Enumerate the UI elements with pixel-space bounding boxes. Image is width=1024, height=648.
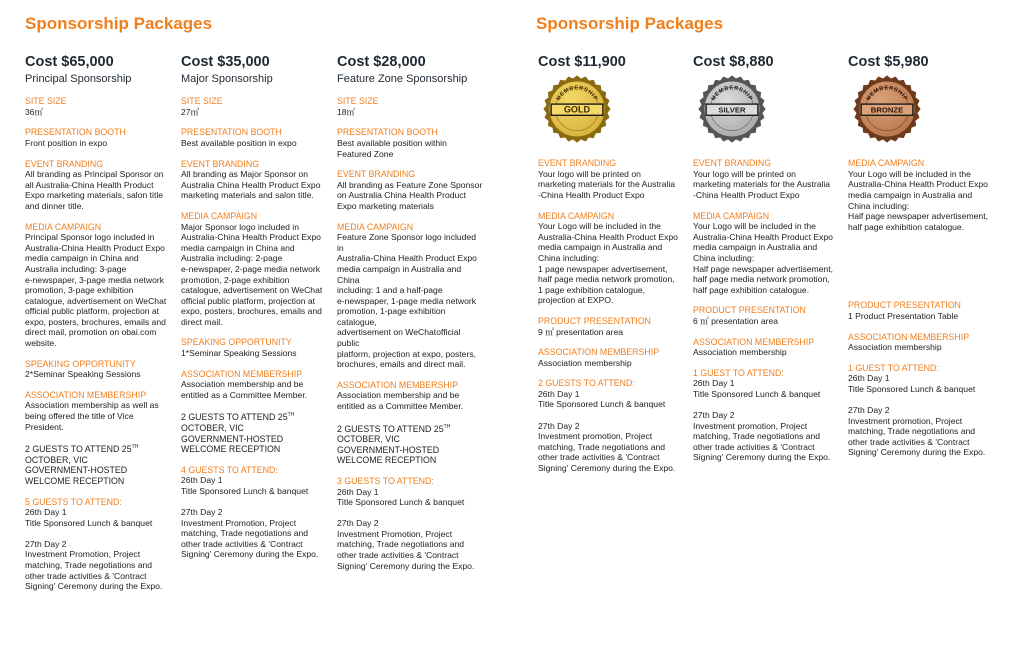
section-heading: 2 GUESTS TO ATTEND: (538, 378, 635, 389)
section-text: Association membership (693, 347, 787, 358)
badge-ring-text: MEMBERSHIP (555, 84, 599, 102)
section-text: 2 GUESTS TO ATTEND 25TH OCTOBER, VIC GOVERNMENT-HOSTED WELCOME RECEPTION (25, 444, 139, 486)
package-section (25, 390, 173, 432)
section-text: 1*Seminar Speaking Sessions (181, 348, 297, 359)
section-text: Association membership and be entitled as a Committee Member. (181, 379, 308, 400)
badge-ring-text: MEMBERSHIP (865, 84, 909, 102)
section-text: Best available position in expo (181, 137, 297, 148)
package-section (538, 211, 686, 306)
section-text: Association membership as well as being offered the title of Vice President. (25, 400, 159, 432)
section-heading: SPEAKING OPPORTUNITY (25, 358, 136, 369)
package-section (181, 410, 329, 454)
section-heading: PRESENTATION BOOTH (337, 127, 438, 138)
section-heading: PRESENTATION BOOTH (25, 127, 126, 138)
package-section (693, 305, 841, 326)
section-heading: MEDIA CAMPAIGN (538, 210, 615, 221)
section-text: Association membership and be entitled as a Committee Member. (337, 390, 464, 412)
package-section (181, 337, 329, 358)
package-principal (25, 54, 173, 602)
section-text: All branding as Major Sponsor on Australia China Health Product Expo marketing materials and salon title. (181, 169, 321, 201)
package-section (25, 222, 173, 349)
section-text: 2 GUESTS TO ATTEND 25TH OCTOBER, VIC GOVERNMENT-HOSTED WELCOME RECEPTION (181, 412, 295, 455)
section-heading: MEDIA CAMPAIGN (693, 210, 770, 221)
section-text: Best available position within Featured Zone (337, 137, 447, 159)
badge-ring-text: MEMBERSHIP (710, 84, 754, 102)
section-heading: ASSOCIATION MEMBERSHIP (538, 347, 660, 358)
package-section (25, 127, 173, 148)
section-text: Your Logo will be included in the Australia-China Health Product Expo media campaign in Australia and China including: 1 page newspaper advertisement, half page media network promotion, 1 page exhibition catalogue, projection at EXPO. (538, 221, 678, 306)
section-heading: PRESENTATION BOOTH (181, 127, 282, 138)
section-text: 2*Seminar Speaking Sessions (25, 369, 141, 380)
section-text: All branding as Principal Sponsor on all Australia-China Health Product Expo marketing materials, salon title and dinner title. (25, 169, 164, 211)
package-section (181, 211, 329, 328)
package-section (181, 127, 329, 148)
section-text: 18㎡ (337, 106, 356, 117)
package-bronze (848, 54, 996, 468)
package-section (693, 368, 841, 463)
section-text: 26th Day 1 Title Sponsored Lunch & banquet 27th Day 2 Investment promotion, Project matching, Trade negotiations and other trade activities & 'Contract Signing' Ceremony during the Expo. (848, 373, 986, 458)
section-text: 26th Day 1 Title Sponsored Lunch & banquet 27th Day 2 Investment promotion, Project matching, Trade negotiations and other trade activities & 'Contract Signing' Ceremony during the Expo. (538, 388, 676, 474)
section-heading: SITE SIZE (337, 96, 379, 107)
section-heading: MEDIA CAMPAIGN (848, 158, 925, 169)
section-text: 36㎡ (25, 106, 44, 117)
section-text: 2 GUESTS TO ATTEND 25TH OCTOBER, VIC GOVERNMENT-HOSTED WELCOME RECEPTION (337, 423, 451, 466)
package-cost: Cost $35,000 (181, 54, 270, 70)
package-feature-zone (337, 54, 485, 581)
section-text: Front position in expo (25, 137, 108, 148)
section-heading: EVENT BRANDING (25, 158, 104, 169)
section-heading: PRODUCT PRESENTATION (538, 315, 651, 326)
section-text: Major Sponsor logo included in Australia-China Health Product Expo media campaign in China and Australia including: 2-page e-newspaper, 2-page media network promotion, 2-page exhibition catalogue, advertisement on WeChat official public platform, projection at expo, posters, brochures, emails and direct mail. (181, 221, 323, 327)
section-text: 26th Day 1 Title Sponsored Lunch & banquet 27th Day 2 Investment Promotion, Project matching, Trade negotiations and other trade activities & 'Contract Signing' Ceremony during the Expo. (181, 475, 319, 560)
package-section (25, 159, 173, 212)
package-section (181, 465, 329, 560)
section-heading: SITE SIZE (181, 96, 223, 107)
silver-membership-badge (697, 74, 767, 144)
package-section (538, 347, 686, 368)
section-heading: MEDIA CAMPAIGN (25, 221, 102, 232)
package-section (181, 159, 329, 201)
section-heading: EVENT BRANDING (693, 158, 772, 169)
section-text: 6 ㎡ presentation area (693, 315, 779, 326)
package-cost: Cost $28,000 (337, 54, 426, 70)
package-section (848, 332, 996, 353)
section-heading: ASSOCIATION MEMBERSHIP (693, 336, 815, 347)
section-text: Principal Sponsor logo included in Australia-China Health Product Expo media campaign in China and Australia including: 3-page e-newspaper, 3-page media network promotion, 3-page exhibition catalogue, advertisement on WeChat official public platform, projection at expo, posters, brochures, emails and direct mail, promotion on obai.com website. (25, 232, 167, 349)
package-section (337, 96, 485, 117)
package-section (337, 422, 485, 466)
section-heading: 1 GUEST TO ATTEND: (848, 362, 939, 373)
package-section (181, 369, 329, 401)
section-text: 27㎡ (181, 106, 200, 117)
package-section (25, 359, 173, 380)
package-section (693, 158, 841, 200)
package-section (538, 158, 686, 200)
package-section (337, 127, 485, 159)
section-text: Your Logo will be included in the Australia-China Health Product Expo media campaign in Australia and China including: Half page newspaper advertisement, half page exhibition catalogue. (848, 168, 988, 232)
section-heading: ASSOCIATION MEMBERSHIP (337, 379, 459, 390)
section-heading: SPEAKING OPPORTUNITY (181, 337, 292, 348)
section-heading: EVENT BRANDING (337, 169, 416, 180)
gold-membership-badge (542, 74, 612, 144)
section-text: 9 ㎡ presentation area (538, 326, 624, 337)
package-cost: Cost $11,900 (538, 54, 626, 70)
section-heading: PRODUCT PRESENTATION (848, 300, 961, 311)
package-silver (693, 54, 841, 473)
section-text: 26th Day 1 Title Sponsored Lunch & banquet 27th Day 2 Investment promotion, Project matching, Trade negotiations and other trade activities & 'Contract Signing' Ceremony during the Expo. (693, 378, 831, 463)
package-section (848, 158, 996, 232)
package-cost: Cost $8,880 (693, 54, 774, 70)
section-heading: ASSOCIATION MEMBERSHIP (181, 368, 303, 379)
package-section (848, 300, 996, 321)
badge-level-text: SILVER (718, 105, 746, 115)
section-heading: 1 GUEST TO ATTEND: (693, 367, 784, 378)
package-name: Major Sponsorship (181, 72, 273, 85)
section-text: Your logo will be printed on marketing materials for the Australia -China Health Product Expo (693, 168, 831, 200)
section-heading: 5 GUESTS TO ATTEND: (25, 496, 122, 507)
section-heading: SITE SIZE (25, 96, 67, 107)
package-section (181, 96, 329, 117)
section-heading: EVENT BRANDING (181, 158, 260, 169)
section-text: All branding as Feature Zone Sponsor on Australia China Health Product Expo marketing materials (337, 179, 483, 211)
section-heading: MEDIA CAMPAIGN (337, 221, 414, 232)
package-section (337, 222, 485, 370)
section-heading: EVENT BRANDING (538, 158, 617, 169)
package-section (337, 476, 485, 571)
badge-level-text: GOLD (563, 104, 591, 115)
section-text: Your Logo will be included in the Australia-China Health Product Expo media campaign in Australia and China including: Half page newspaper advertisement, half page media network promotion, half page exhibition catalogue. (693, 221, 833, 295)
section-text: Association membership (538, 357, 632, 368)
section-text: Association membership (848, 342, 942, 353)
page-title-left: Sponsorship Packages (25, 14, 213, 33)
package-major (181, 54, 329, 570)
package-section (25, 96, 173, 117)
package-name: Feature Zone Sponsorship (337, 72, 468, 85)
section-text: Feature Zone Sponsor logo included in Australia-China Health Product Expo media campaign in Australia and China including: 1 and a half-page e-newspaper, 1-page media network promotion, 1-page exhibition catalogue, advertisement on WeChatofficial public platform, projection at expo, posters, brochures, emails and direct mail. (337, 232, 477, 370)
bronze-membership-badge (852, 74, 922, 144)
package-section (693, 337, 841, 358)
page-title-right: Sponsorship Packages (536, 14, 724, 33)
section-text: 26th Day 1 Title Sponsored Lunch & banquet 27th Day 2 Investment Promotion, Project matching, Trade negotiations and other trade activities & 'Contract Signing' Ceremony during the Expo. (25, 507, 163, 592)
package-section (538, 316, 686, 337)
package-section (693, 211, 841, 296)
package-gold (538, 54, 686, 484)
package-section (848, 363, 996, 458)
section-heading: MEDIA CAMPAIGN (181, 210, 258, 221)
section-heading: PRODUCT PRESENTATION (693, 305, 806, 316)
package-section (538, 378, 686, 473)
section-text: 1 Product Presentation Table (848, 310, 959, 321)
package-section (337, 380, 485, 412)
section-heading: 4 GUESTS TO ATTEND: (181, 464, 278, 475)
package-name: Principal Sponsorship (25, 72, 132, 85)
badge-level-text: BRONZE (870, 105, 904, 115)
section-heading: ASSOCIATION MEMBERSHIP (848, 331, 970, 342)
section-heading: 3 GUESTS TO ATTEND: (337, 475, 434, 486)
package-section (25, 497, 173, 592)
package-section (337, 169, 485, 211)
section-text: Your logo will be printed on marketing materials for the Australia -China Health Product Expo (538, 168, 676, 200)
package-cost: Cost $5,980 (848, 54, 929, 70)
section-text: 26th Day 1 Title Sponsored Lunch & banquet 27th Day 2 Investment Promotion, Project matching, Trade negotiations and other trade activities & 'Contract Signing' Ceremony during the Expo. (337, 486, 475, 571)
package-section (25, 442, 173, 486)
package-cost: Cost $65,000 (25, 54, 114, 70)
section-heading: ASSOCIATION MEMBERSHIP (25, 389, 147, 400)
